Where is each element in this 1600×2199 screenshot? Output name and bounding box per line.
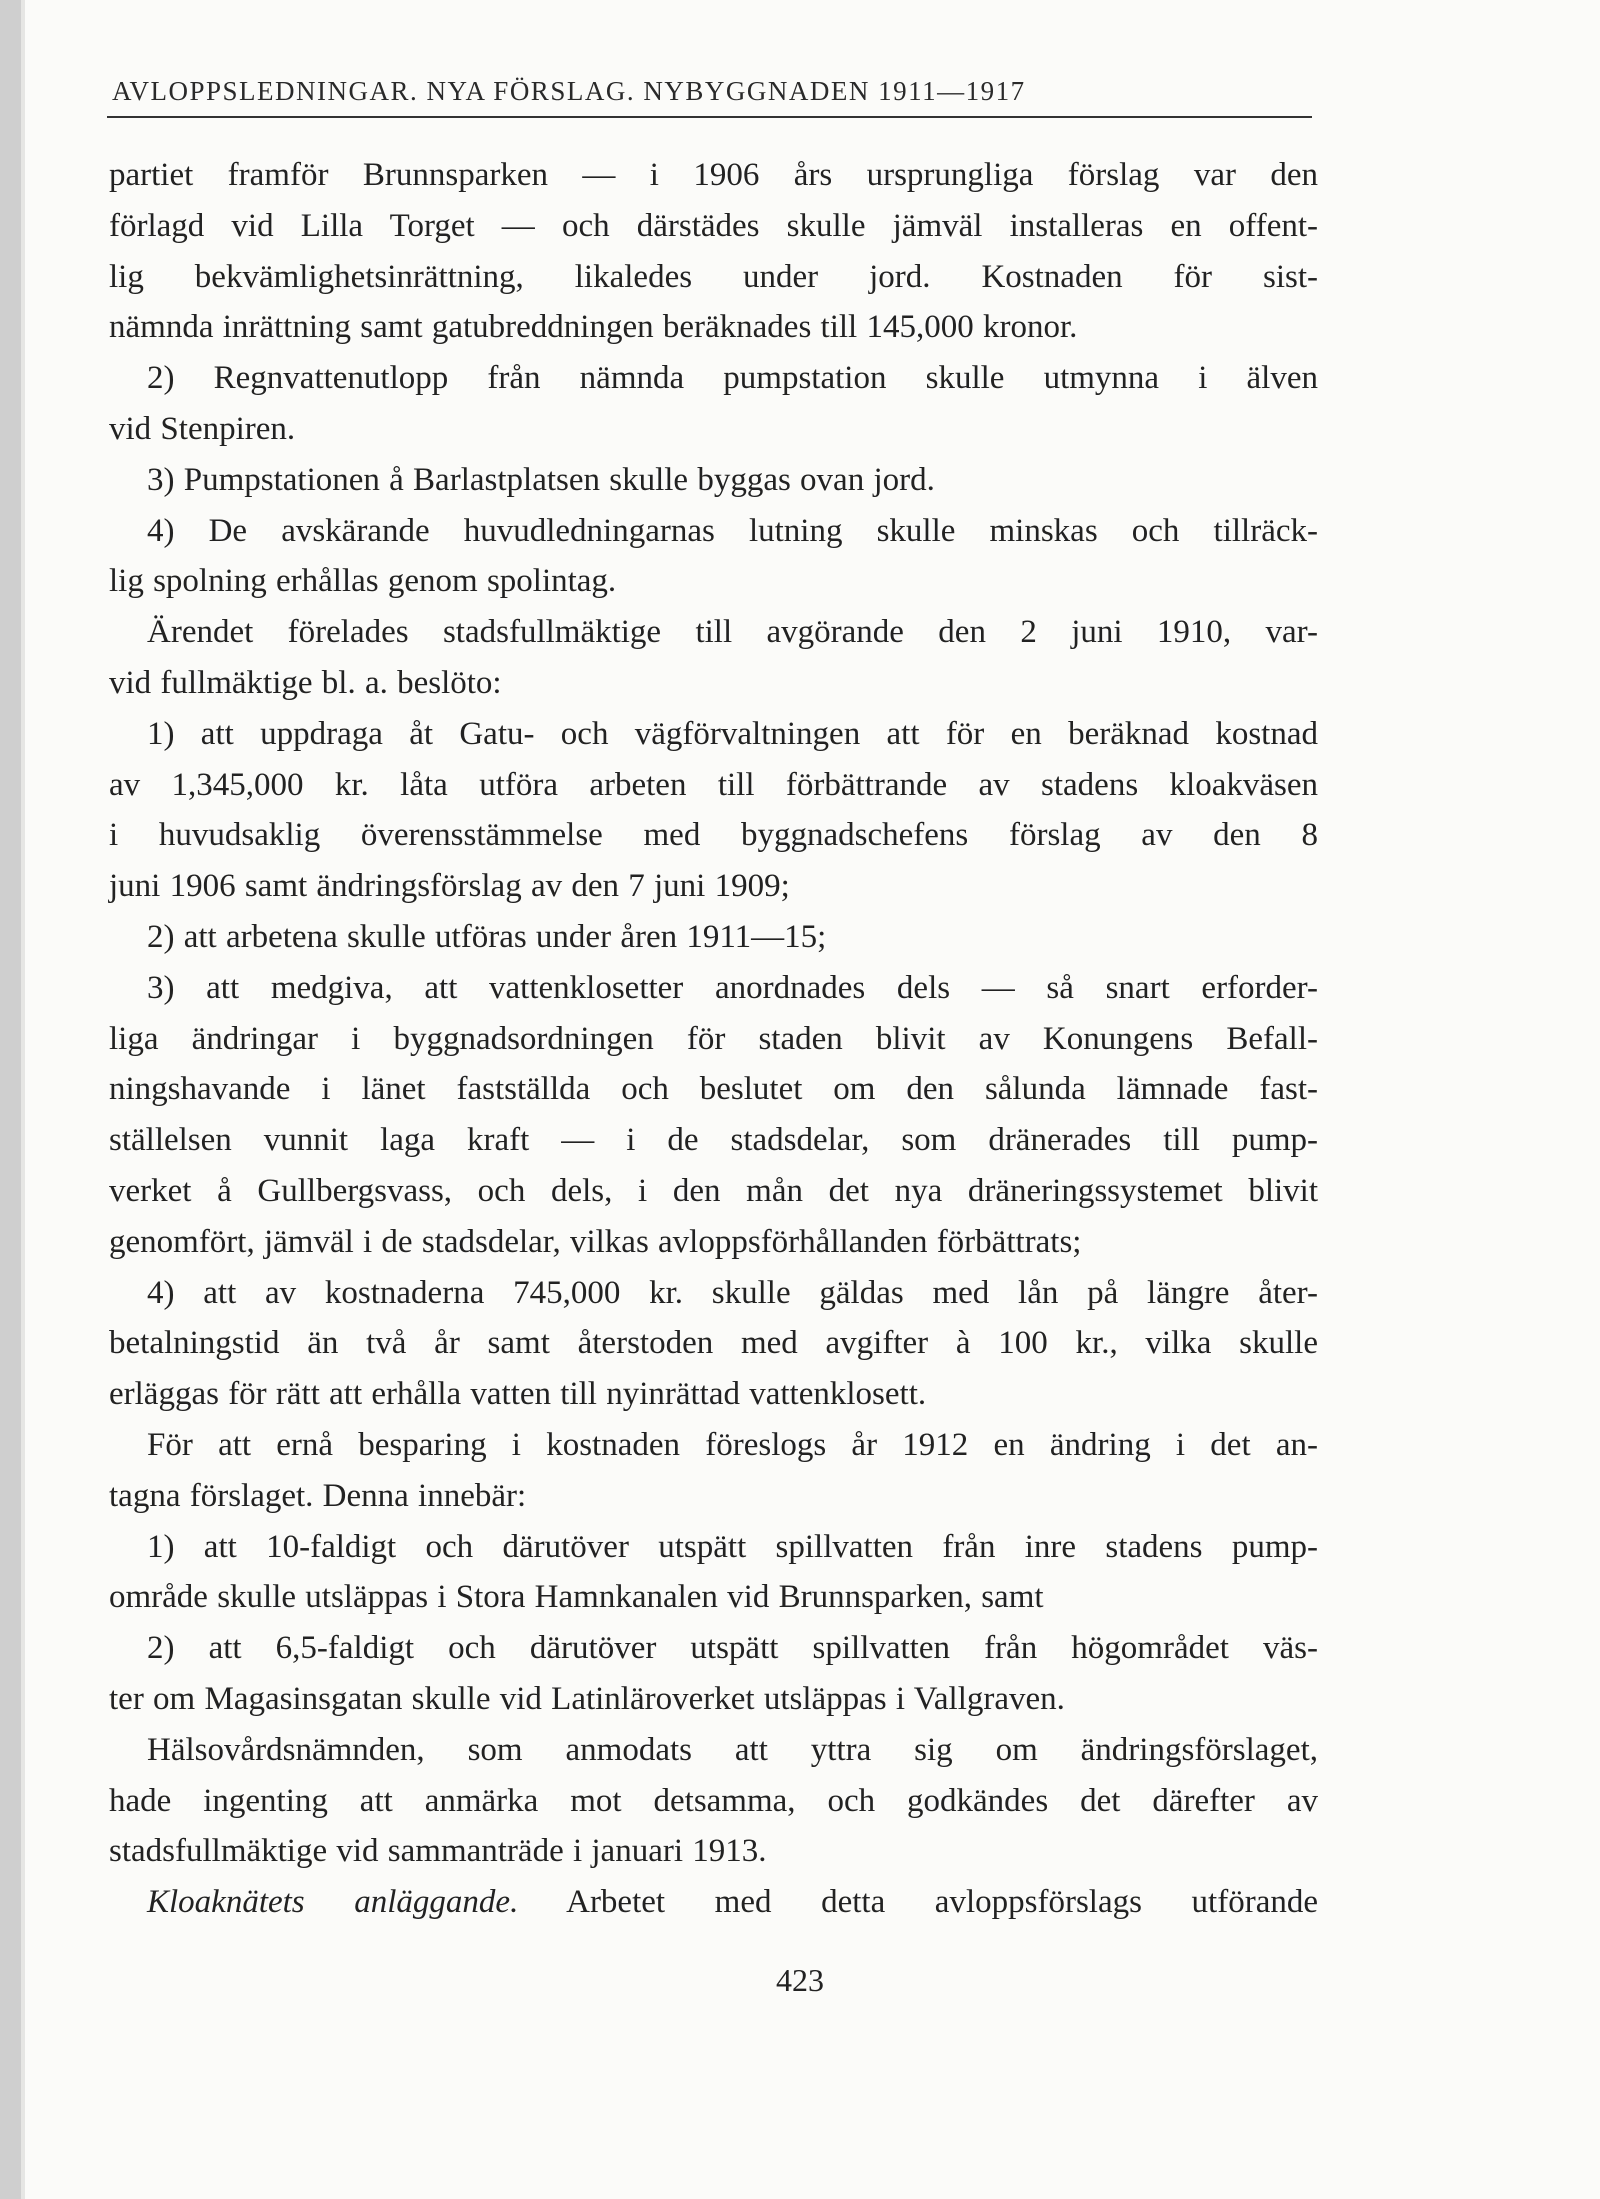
text-line: av 1,345,000 kr. låta utföra arbeten till förbättrande av stadens kloakväsen xyxy=(109,766,1318,803)
text-line: ter om Magasinsgatan skulle vid Latinläroverket utsläppas i Vallgraven. xyxy=(109,1681,1065,1717)
text-line: 4) att av kostnaderna 745,000 kr. skulle gäldas med lån på längre åter- xyxy=(147,1274,1318,1311)
text-line: 2) att 6,5-faldigt och därutöver utspätt spillvatten från högområdet väs- xyxy=(147,1630,1318,1667)
text-line: verket å Gullbergsvass, och dels, i den mån det nya dräneringssystemet blivit xyxy=(109,1173,1318,1209)
text-line: Hälsovårdsnämnden, som anmodats att yttra sig om ändringsförslaget, xyxy=(147,1731,1318,1768)
text-line: 3) att medgiva, att vattenklosetter anordnades dels — så snart erforder- xyxy=(147,969,1318,1006)
text-line: För att ernå besparing i kostnaden föreslogs år 1912 en ändring i det an- xyxy=(147,1427,1318,1463)
text-line: juni 1906 samt ändringsförslag av den 7 juni 1909; xyxy=(109,868,790,905)
section-heading-italic: Kloaknätets anläggande. xyxy=(147,1884,519,1921)
text-line: erläggas för rätt att erhålla vatten till nyinrättad vattenklosett. xyxy=(109,1376,927,1413)
text-line: vid Stenpiren. xyxy=(109,411,296,447)
text-line: 1) att uppdraga åt Gatu- och vägförvaltningen att för en beräknad kostnad xyxy=(147,715,1318,752)
text-line: hade ingenting att anmärka mot detsamma, och godkändes det därefter av xyxy=(109,1782,1318,1819)
text-line: vid fullmäktige bl. a. beslöto: xyxy=(109,665,502,701)
text-line: tagna förslaget. Denna innebär: xyxy=(109,1477,527,1514)
text-line: genomfört, jämväl i de stadsdelar, vilkas avloppsförhållanden förbättrats; xyxy=(109,1223,1082,1260)
text-line: 2) Regnvattenutlopp från nämnda pumpstation skulle utmynna i älven xyxy=(147,360,1318,397)
text-line: Ärendet förelades stadsfullmäktige till avgörande den 2 juni 1910, var- xyxy=(147,614,1318,651)
text-line: lig bekvämlighetsinrättning, likaledes under jord. Kostnaden för sist- xyxy=(109,258,1318,295)
text-line: 2) att arbetena skulle utföras under åren 1911—15; xyxy=(147,919,827,955)
text-line: ställelsen vunnit laga kraft — i de stadsdelar, som dränerades till pump- xyxy=(109,1122,1318,1159)
page-number: 423 xyxy=(776,1962,824,1998)
text-line: i huvudsaklig överensstämmelse med byggnadschefens förslag av den 8 xyxy=(109,817,1318,854)
text-line-final xyxy=(147,1882,1318,1922)
scan-edge xyxy=(0,0,21,2199)
text-line: betalningstid än två år samt återstoden med avgifter à 100 kr., vilka skulle xyxy=(109,1325,1318,1362)
text-line: 4) De avskärande huvudledningarnas lutning skulle minskas och tillräck- xyxy=(147,512,1318,549)
text-line: nämnda inrättning samt gatubreddningen beräknades till 145,000 kronor. xyxy=(109,309,1078,346)
text-line: område skulle utsläppas i Stora Hamnkanalen vid Brunnsparken, samt xyxy=(109,1579,1044,1616)
text-line: förlagd vid Lilla Torget — och därstädes skulle jämväl installeras en offent- xyxy=(109,207,1318,244)
scan-edge-shadow xyxy=(21,0,25,2199)
text-line: ningshavande i länet fastställda och beslutet om den sålunda lämnade fast- xyxy=(109,1071,1318,1108)
text-line: stadsfullmäktige vid sammanträde i januari 1913. xyxy=(109,1833,767,1870)
running-header: AVLOPPSLEDNINGAR. NYA FÖRSLAG. NYBYGGNADEN 1911—1917 xyxy=(112,76,1026,106)
text-line: 1) att 10-faldigt och därutöver utspätt spillvatten från inre stadens pump- xyxy=(147,1528,1318,1565)
text-line: liga ändringar i byggnadsordningen för staden blivit av Konungens Befall- xyxy=(109,1020,1318,1057)
text-line: 3) Pumpstationen å Barlastplatsen skulle byggas ovan jord. xyxy=(147,461,935,498)
text-line: partiet framför Brunnsparken — i 1906 års ursprungliga förslag var den xyxy=(109,157,1318,193)
text-line: lig spolning erhållas genom spolintag. xyxy=(109,563,617,600)
final-paragraph-text: Arbetet med detta avloppsförslags utförande xyxy=(566,1884,1318,1921)
header-rule xyxy=(107,116,1312,118)
